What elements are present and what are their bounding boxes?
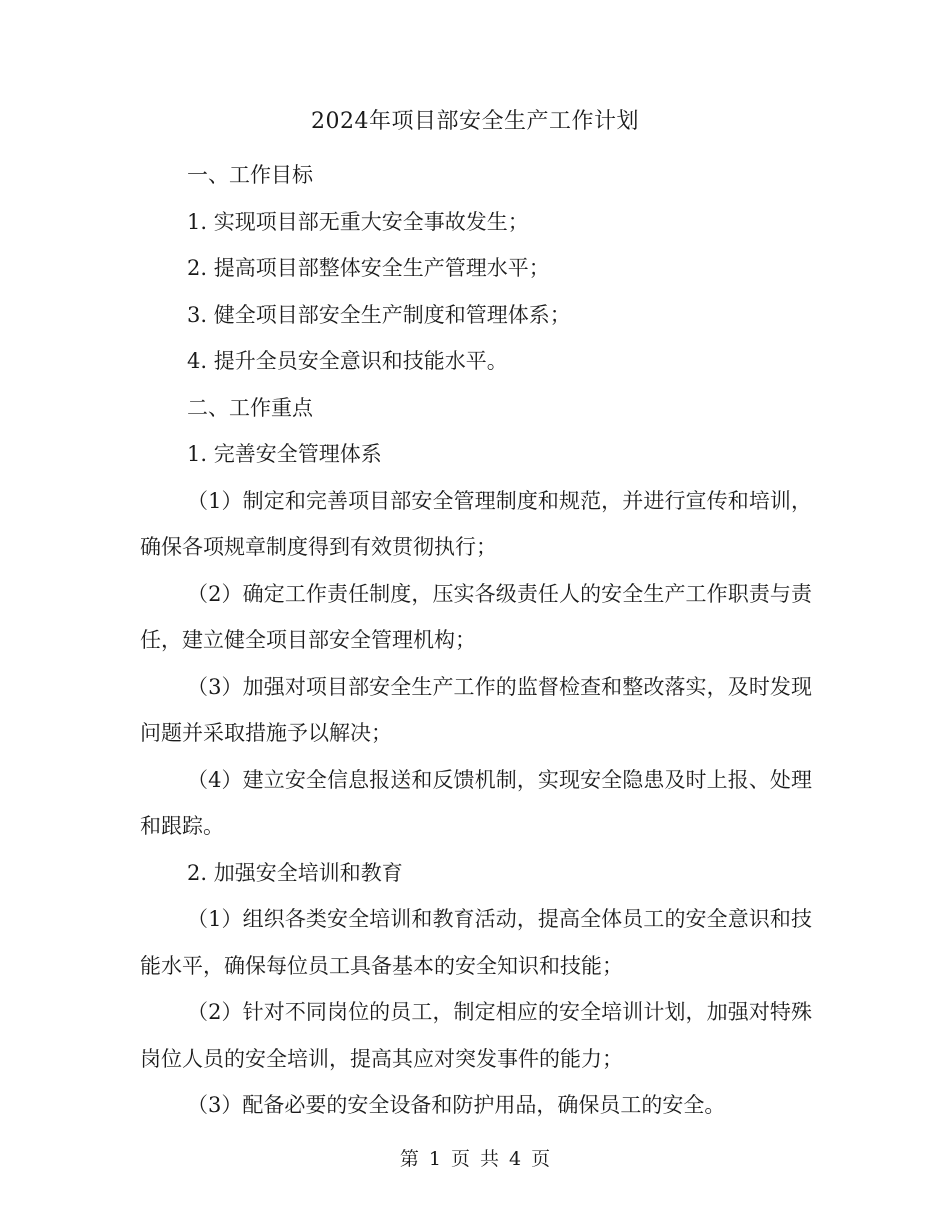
goal-item-1: 1. 实现项目部无重大安全事故发生； <box>187 209 529 234</box>
section-heading-focus: 二、工作重点 <box>187 395 313 420</box>
document-body <box>140 152 812 1129</box>
focus-heading-2: 2. 加强安全培训和教育 <box>187 860 403 885</box>
section-heading-goals: 一、工作目标 <box>187 163 313 187</box>
focus-2-item-2: （2）针对不同岗位的员工，制定相应的安全培训计划，加强对特殊岗位人员的安全培训，提高其应对突发事件的能力； <box>140 1000 812 1071</box>
goal-item-4: 4. 提升全员安全意识和技能水平。 <box>187 349 508 373</box>
focus-1-item-2: （2）确定工作责任制度，压实各级责任人的安全生产工作职责与责任，建立健全项目部安全管理机构； <box>140 581 812 652</box>
goal-item-3: 3. 健全项目部安全生产制度和管理体系； <box>187 302 571 327</box>
focus-2-item-1: （1）组织各类安全培训和教育活动，提高全体员工的安全意识和技能水平，确保每位员工具备基本的安全知识和技能； <box>140 907 812 978</box>
focus-heading-1: 1. 完善安全管理体系 <box>187 442 382 466</box>
focus-2-item-3: （3）配备必要的安全设备和防护用品，确保员工的安全。 <box>187 1093 726 1117</box>
page-indicator: 第 1 页 共 4 页 <box>399 1148 551 1170</box>
focus-1-item-1: （1）制定和完善项目部安全管理制度和规范，并进行宣传和培训，确保各项规章制度得到有效贯彻执行； <box>140 488 812 559</box>
focus-1-item-4: （4）建立安全信息报送和反馈机制，实现安全隐患及时上报、处理和跟踪。 <box>140 767 812 838</box>
focus-1-item-3: （3）加强对项目部安全生产工作的监督检查和整改落实，及时发现问题并采取措施予以解决； <box>140 674 812 745</box>
goal-item-2: 2. 提高项目部整体安全生产管理水平； <box>187 256 550 280</box>
document-title: 2024年项目部安全生产工作计划 <box>311 109 639 134</box>
